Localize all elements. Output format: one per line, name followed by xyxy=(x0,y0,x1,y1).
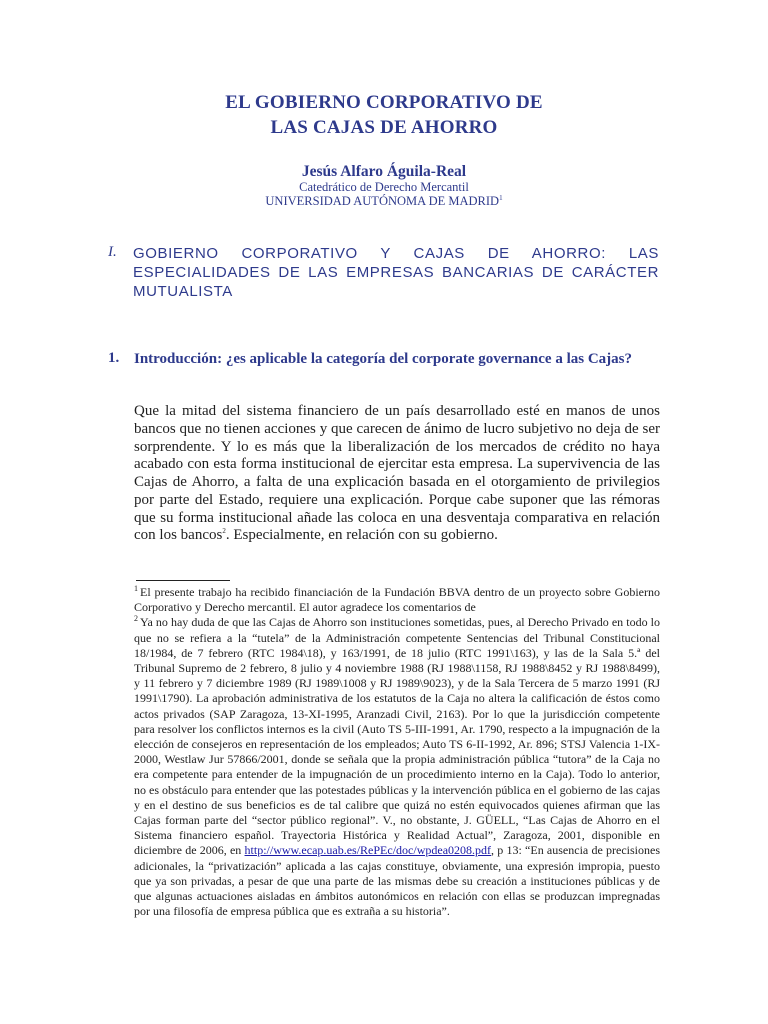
footnote-2 xyxy=(134,615,660,919)
footnote-2-text-end: , p 13: “En ausencia de precisiones adicionales, la “privatización” aplicada a las cajas constituye, obviamente, una expresión impropia, puesto que ya son privadas, a pesar de que una parte de las mismas debe su creación a instituciones públicas y de que algunas actuaciones aisladas en ámbitos autonómicos en relación con ellas se produzcan impregnadas por una filosofía de empresa pública que es extraña a su historia”. xyxy=(134,843,660,919)
institution-name: UNIVERSIDAD AUTÓNOMA DE MADRID xyxy=(265,194,500,208)
document-title-line-2: LAS CAJAS DE AHORRO xyxy=(270,117,498,138)
subsection-title: Introducción: ¿es aplicable la categoría del corporate governance a las Cajas? xyxy=(134,351,632,367)
footnote-reference-1: 1 xyxy=(499,193,503,202)
footnote-1-mark: 1 xyxy=(134,584,138,593)
author-institution xyxy=(0,194,768,209)
footnotes xyxy=(134,585,660,919)
author-name: Jesús Alfaro Águila-Real xyxy=(301,163,467,180)
footnote-reference-2: 2 xyxy=(222,527,226,536)
footnote-separator xyxy=(136,580,230,581)
footnote-1-text: El presente trabajo ha recibido financiación de la Fundación BBVA dentro de un proyecto sobre Gobierno Corporativo y Derecho mercantil. El autor agradece los comentarios de xyxy=(134,585,660,615)
paragraph-text-end: . Especialmente, en relación con su gobierno. xyxy=(225,527,498,544)
footnote-2-link[interactable]: http://www.ecap.uab.es/RePEc/doc/wpdea0208.pdf xyxy=(244,843,492,858)
document-title-line-1: EL GOBIERNO CORPORATIVO DE xyxy=(225,92,543,113)
body-paragraph xyxy=(134,403,660,545)
footnote-2-mark: 2 xyxy=(134,614,138,624)
footnote-1 xyxy=(134,585,660,615)
paragraph-text: Que la mitad del sistema financiero de un país desarrollado esté en manos de unos bancos que no tienen acciones y que carecen de ánimo de lucro subjetivo no deja de ser sorprendente. Y lo es más que la liberalización de los mercados de crédito no haya acabado con esta forma institucional de ejercitar esta empresa. La supervivencia de las Cajas de Ahorro, a falta de una explicación basada en el otorgamiento de privilegios por parte del Estado, requiere una explicación. Porque cabe suponer que las rémoras que su forma institucional añade las coloca en una desventaja comparativa en relación con los bancos xyxy=(134,403,660,544)
section-title: GOBIERNO CORPORATIVO Y CAJAS DE AHORRO: LAS ESPECIALIDADES DE LAS EMPRESAS BANCARIAS DE CARÁCTER MUTUALISTA xyxy=(133,245,659,300)
subsection-number: 1. xyxy=(108,350,120,366)
author-position: Catedrático de Derecho Mercantil xyxy=(299,180,469,194)
footnote-2-text: Ya no hay duda de que las Cajas de Ahorro son instituciones sometidas, pues, al Derecho Privado en todo lo que no se refiera a la “tutela” de la Administración competente Sentencias del Tribunal Constitucional 18/1984, de 7 febrero (RTC 1984\18), y 163/1991, de 18 julio (RTC 1991\163), y las de la Sala 5.ª del Tribunal Supremo de 2 febrero, 8 julio y 4 noviembre 1988 (RJ 1988\1158, RJ 1988\8452 y RJ 1988\8499), y 11 febrero y 7 diciembre 1989 (RJ 1989\1008 y RJ 1989\9023), y de la Sala Tercera de 5 marzo 1991 (RJ 1991\1790). La aprobación administrativa de los estatutos de la Caja no altera la calificación de éstos como actos privados (SAP Zaragoza, 13-XI-1995, Aranzadi Civil, 2163). Por lo que la jurisdicción competente para resolver los conflictos internos es la civil (Auto TS 5-III-1991, Ar. 1790, respecto a la impugnación de la elección de consejeros en representación de los empleados; Auto TS 6-II-1992, Ar. 896; STSJ Valencia 1-IX-2000, Westlaw Jur 57866/2001, donde se señala que la propia administración pública “tutora” de la Caja no era competente para entender de la impugnación de un procedimiento interno en la Caja). Todo lo anterior, no es obstáculo para entender que las potestades públicas y la intervención pública en el gobierno de las cajas y en el destino de sus beneficios es de tal calibre que quizá no estén equivocados quienes afirman que las Cajas forman parte del “sector público regional”. V., no obstante, J. GÜELL, “Las Cajas de Ahorro en el Sistema financiero español. Trayectoria Histórica y Realidad Actual”, Zaragoza, 2001, disponible en diciembre de 2006, en xyxy=(134,615,660,858)
section-number: I. xyxy=(108,244,117,260)
